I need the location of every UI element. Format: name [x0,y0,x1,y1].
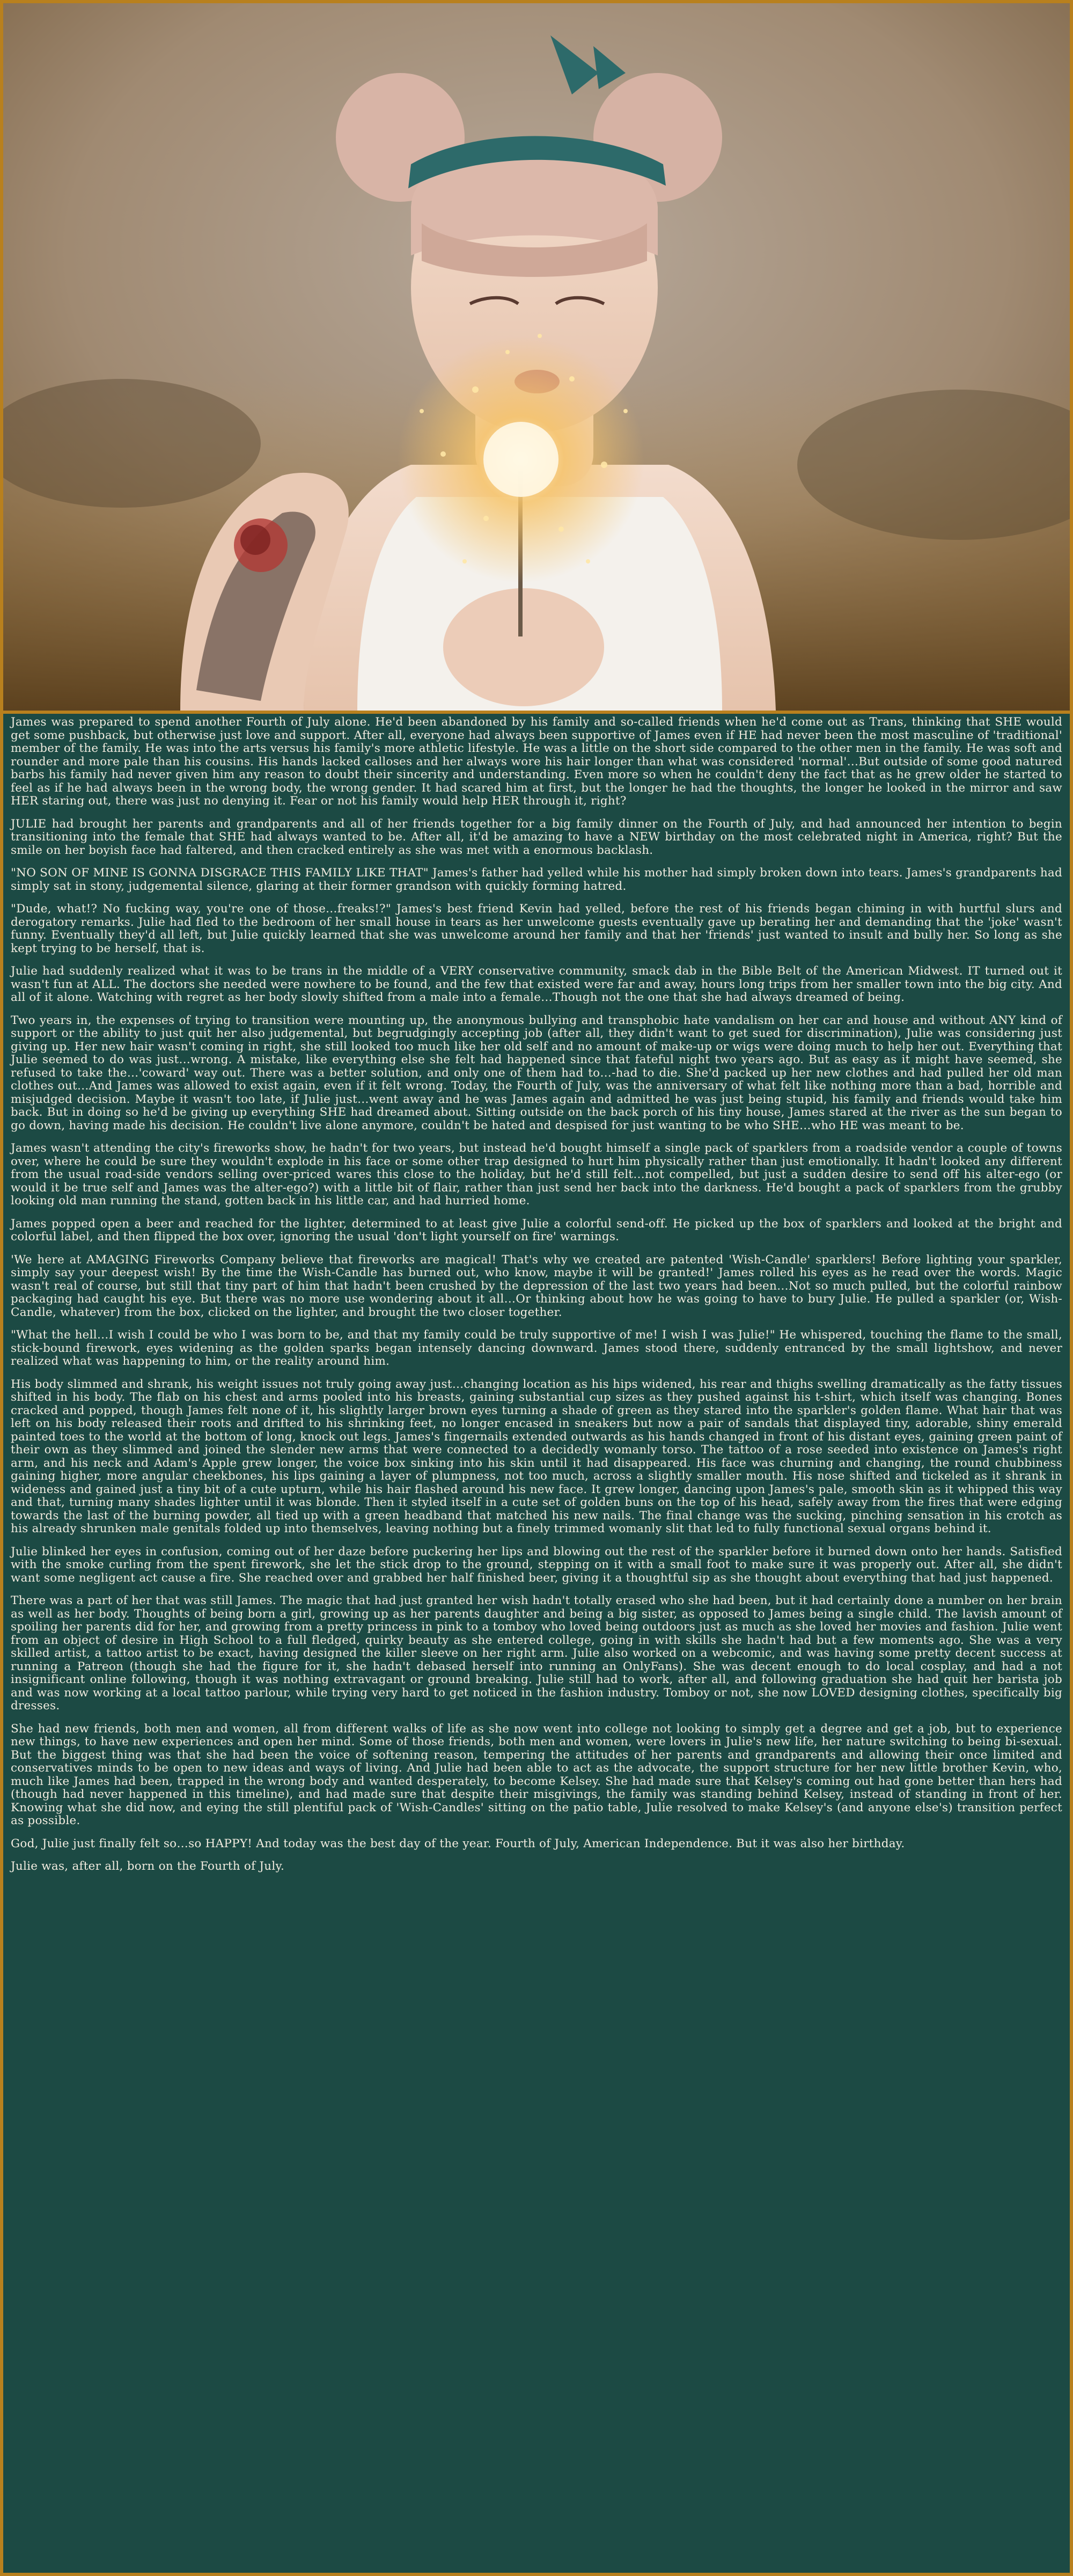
story-paragraph-10: "What the hell…I wish I could be who I was born to be, and that my family could be truly supportive of me! I wish I was Julie!" He whispered, touching the flame to the small, stick-bound firework, eyes widening as the golden sparks began intensely dancing downward. James stood there, suddenly entranced by the small lightshow, and never realized what was happening to him, or the reality around him. [11,1328,1062,1368]
story-paragraph-7: James wasn't attending the city's fireworks show, he hadn't for two years, but instead he'd bought himself a single pack of sparklers from a roadside vendor a couple of towns over, where he could be sure they wouldn't explode in his face or some other trap designed to hurt him physically rather than just emotionally. It hadn't looked any different from the usual road-side vendors selling over-priced wares this close to the holiday, but he'd still felt…not compelled, but just a sudden desire to send off his alter-ego (or would it be true self and James was the alter-ego?) with a little bit of flair, rather than just send her back into the darkness. He'd bought a pack of sparklers from the grubby looking old man running the stand, gotten back in his little car, and had hurried home. [11,1141,1062,1208]
story-paragraph-9: 'We here at AMAGING Fireworks Company believe that fireworks are magical! That's why we created are patented 'Wish-Candle' sparklers! Before lighting your sparkler, simply say your deepest wish! By the time the Wish-Candle has burned out, who know, maybe it will be granted!' James rolled his eyes as he read over the words. Magic wasn't real of course, but still that tiny part of him that hadn't been crushed by the depression of the last two years had been…Not so much pulled, but the colorful rainbow packaging had caught his eye. But there was no more use wondering about it all…Or thinking about how he was going to have to bury Julie. He pulled a sparkler (or, Wish-Candle, whatever) from the box, clicked on the lighter, and brought the two closer together. [11,1253,1062,1319]
story-paragraph-11: His body slimmed and shrank, his weight issues not truly going away just…changing location as his hips widened, his rear and thighs swelling dramatically as the fatty tissues shifted in his body. The flab on his chest and arms pooled into his breasts, gaining substantial cup sizes as they pushed against his t-shirt, which itself was changing. Bones cracked and popped, though James felt none of it, his slightly larger brown eyes turning a shade of green as they stared into the sparkler's golden flame. What hair that was left on his body released their roots and drifted to his shrinking feet, no longer encased in sneakers but now a pair of sandals that displayed tiny, adorable, shiny emerald painted toes to the world at the bottom of long, knock out legs. James's fingernails extended outwards as his hands changed in front of his distant eyes, gaining green paint of their own as they slimmed and joined the slender new arms that were connected to a decidedly womanly torso. The tattoo of a rose seeded into existence on James's right arm, and his neck and Adam's Apple grew longer, the voice box sinking into his skin until it had disappeared. His face was churning and changing, the round chubbiness gaining higher, more angular cheekbones, his lips gaining a layer of plumpness, not too much, across a slightly smaller mouth. His nose shifted and tickeled as it shrank in wideness and gained just a tiny bit of a cute upturn, while his hair flashed around his new face. It grew longer, dancing upon James's pale, smooth skin as it whipped this way and that, turning many shades lighter until it was blonde. Then it styled itself in a cute set of golden buns on the top of his head, safely away from the fires that were edging towards the last of the burning powder, all tied up with a green headband that matched his new nails. The final change was the sucking, pinching sensation in his crotch as his already shrunken male genitals folded up into themselves, leaving nothing but a finely trimmed womanly slit that led to fully functional sexual organs behind it. [11,1377,1062,1535]
story-paragraph-16: Julie was, after all, born on the Fourth of July. [11,1860,285,1873]
story-paragraph-15: God, Julie just finally felt so…so HAPPY! And today was the best day of the year. Fourth of July, American Independence. But it was also her birthday. [11,1836,905,1850]
story-paragraph-3: "NO SON OF MINE IS GONNA DISGRACE THIS FAMILY LIKE THAT" James's father had yelled while his mother had simply broken down into tears. James's grandparents had simply sat in stony, judgemental silence, glaring at their former grandson with quickly forming hatred. [11,866,1062,893]
story-paragraph-1: James was prepared to spend another Fourth of July alone. He'd been abandoned by his family and so-called friends when he'd come out as Trans, thinking that SHE would get some pushback, but otherwise just love and support. After all, everyone had always been supportive of James even if HE had never been the most masculine of 'traditional' member of the family. He was into the arts versus his family's more athletic lifestyle. He was a little on the short side compared to the other men in the family. He was soft and rounder and more pale than his cousins. His hands lacked calloses and her always wore his hair longer than what was considered 'normal'…But outside of some good natured barbs his family had never given him any reason to doubt their sincerity and understanding. Even more so when he couldn't deny the fact that as he grew older he started to feel as if he had always been in the wrong body, the wrong gender. It had scared him at first, but the longer he had the thoughts, the longer he looked in the mirror and saw HER staring out, there was just no denying it. Fear or not his family would help HER through it, right? [11,715,1062,808]
story-paragraph-14: She had new friends, both men and women, all from different walks of life as she now went into college not looking to simply get a degree and get a job, but to experience new things, to have new experiences and open her mind. Some of those friends, both men and women, were lovers in Julie's new life, her nature switching to being bi-sexual. But the biggest thing was that she had been the voice of softening reason, tempering the attitudes of her parents and grandparents and allowing their once limited and conservatives minds to be open to new ideas and ways of living. And Julie had been able to act as the advocate, the support structure for her new little brother Kevin, who, much like James had been, trapped in the wrong body and wanted desperately, to become Kelsey. She had made sure that Kelsey's coming out had gone better than hers had (though had never happened in this timeline), and had made sure that despite their misgivings, the family was standing behind Kelsey, instead of standing in front of her. Knowing what she did now, and eying the still plentiful pack of 'Wish-Candles' sitting on the patio table, Julie resolved to make Kelsey's (and anyone else's) transition perfect as possible. [11,1722,1062,1827]
story-paragraph-8: James popped open a beer and reached for the lighter, determined to at least give Julie a colorful send-off. He picked up the box of sparklers and looked at the bright and colorful label, and then flipped the box over, ignoring the usual 'don't light yourself on fire' warnings. [11,1217,1062,1243]
story-paragraph-5: Julie had suddenly realized what it was to be trans in the middle of a VERY conservative community, smack dab in the Bible Belt of the American Midwest. IT turned out it wasn't fun at ALL. The doctors she needed were nowhere to be found, and the few that existed were far and away, hours long trips from her smaller town into the big city. And all of it alone. Watching with regret as her body slowly shifted from a male into a female…Though not the one that she had always dreamed of being. [11,964,1062,1004]
story-paragraph-4: "Dude, what!? No fucking way, you're one of those…freaks!?" James's best friend Kevin had yelled, before the rest of his friends began chiming in with hurtful slurs and derogatory remarks. Julie had fled to the bedroom of her small house in tears as her unwelcome guests eventually gave up berating her and demanding that the 'joke' wasn't funny. Eventually they'd all left, but Julie quickly learned that she was unwelcome around her family and that her 'friends' just wanted to insult and bully her. So long as she kept trying to be herself, that is. [11,902,1062,955]
cover-photo [3,3,1070,711]
story-paragraph-12: Julie blinked her eyes in confusion, coming out of her daze before puckering her lips and blowing out the rest of the sparkler before it burned down onto her hands. Satisfied with the smoke curling from the spent firework, she let the stick drop to the ground, stepping on it with a small foot to make sure it was properly out. After all, she didn't want some negligent act cause a fire. She reached over and grabbed her half finished beer, giving it a thoughtful sip as she thought about everything that had just happened. [11,1545,1062,1585]
story-text [3,714,1070,2573]
story-paragraph-2: JULIE had brought her parents and grandparents and all of her friends together for a big family dinner on the Fourth of July, and had announced her intention to begin transitioning into the female that SHE had always wanted to be. After all, it'd be amazing to have a NEW birthday on the most celebrated night in America, right? But the smile on her boyish face had faltered, and then cracked entirely as she was met with a enormous backlash. [11,817,1062,857]
sparkler-portrait-illustration [3,3,1070,711]
story-paragraph-13: There was a part of her that was still James. The magic that had just granted her wish hadn't totally erased who she had been, but it had certainly done a number on her brain as well as her body. Thoughts of being born a girl, growing up as her parents daughter and being a big sister, as opposed to James being a single child. The lavish amount of spoiling her parents did for her, and growing from a pretty princess in pink to a tomboy who loved being outdoors just as much as she loved her movies and fashion. Julie went from an object of desire in High School to a full fledged, quirky beauty as she entered college, going in with skills she hadn't had but a few moments ago. She was a very skilled artist, a tattoo artist to be exact, having designed the killer sleeve on her right arm. Julie also worked on a webcomic, and was having some pretty decent success at running a Patreon (though she had the figure for it, she hadn't debased herself into running an OnlyFans). She was decent enough to do local cosplay, and had a not insignificant online following, though it was nothing extravagant or ground breaking. Julie still had to work, after all, and following graduation she had quit her barista job and was now working at a local tattoo parlour, while trying very hard to get noticed in the fashion industry. Tomboy or not, she now LOVED designing clothes, specifically big dresses. [11,1594,1062,1713]
story-paragraph-6: Two years in, the expenses of trying to transition were mounting up, the anonymous bullying and transphobic hate vandalism on her car and house and without ANY kind of support or the ability to just quit her also judgemental, but begrudgingly accepting job (after all, they didn't want to get sued for discrimination), Julie was considering just giving up. Her new hair wasn't coming in right, she still looked too much like her old self and no amount of make-up or wigs were doing much to help her out. Everything that Julie seemed to do was just…wrong. A mistake, like everything else she felt had happened since that fateful night two years ago. But as easy as it might have seemed, she refused to take the…'coward' way out. There was a better solution, and only one of them had to…-had to die. She'd packed up her new clothes and had pulled her old man clothes out…And James was allowed to exist again, even if it felt wrong. Today, the Fourth of July, was the anniversary of what felt like nothing more than a bad, horrible and misjudged decision. Maybe it wasn't too late, if Julie just…went away and he was James again and admitted he was just being stupid, his family and friends would take him back. But in doing so he'd be giving up everything SHE had dreamed about. Sitting outside on the back porch of his tiny house, James stared at the river as the sun began to go down, having made his decision. He couldn't live alone anymore, couldn't be hated and despised for just wanting to be who SHE…who HE was meant to be. [11,1013,1062,1132]
